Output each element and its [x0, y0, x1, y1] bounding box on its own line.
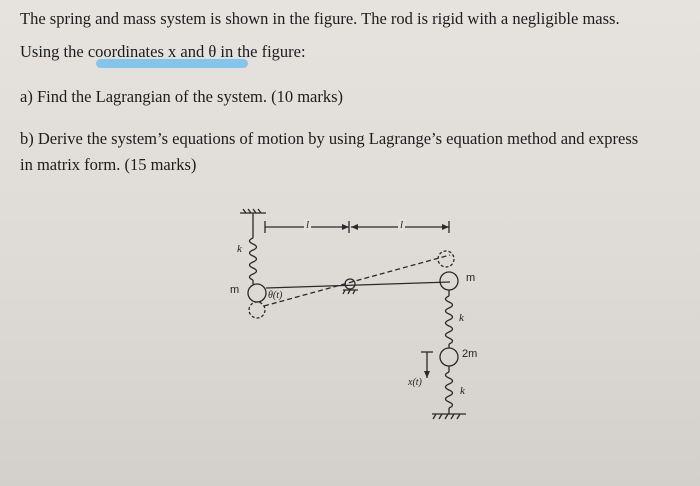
left-spring — [250, 238, 257, 280]
label-m-left: m — [230, 284, 240, 296]
part-a-text: a) Find the Lagrangian of the system. (10 marks) — [20, 87, 344, 106]
label-l-right: l — [400, 219, 404, 231]
label-l-left: l — [306, 219, 310, 231]
part-b-text-line-1: b) Derive the system’s equations of motion by using Lagrange’s equation method and express — [20, 129, 639, 148]
middle-spring — [446, 296, 453, 344]
problem-line-2: Using the coordinates x and θ in the figure: — [20, 42, 306, 61]
pivot — [345, 279, 355, 289]
rigid-rod — [266, 282, 450, 288]
part-b-text-line-2: in matrix form. (15 marks) — [20, 155, 197, 174]
left-mass-displaced — [249, 302, 265, 318]
label-m-right: m — [466, 272, 476, 284]
label-k-left: k — [237, 243, 242, 255]
right-mass — [440, 272, 458, 290]
label-k-mid: k — [459, 312, 464, 324]
problem-line-1: The spring and mass system is shown in the figure. The rod is rigid with a negligible mass. — [20, 9, 620, 28]
lower-mass — [440, 348, 458, 366]
label-theta: θ(t) — [268, 290, 283, 301]
rigid-rod-displaced — [264, 255, 450, 306]
left-mass — [248, 284, 266, 302]
bottom-spring — [446, 372, 453, 408]
label-2m: 2m — [462, 348, 478, 360]
right-mass-displaced — [438, 251, 454, 267]
label-k-bottom: k — [460, 385, 465, 397]
label-x: x(t) — [408, 377, 422, 388]
